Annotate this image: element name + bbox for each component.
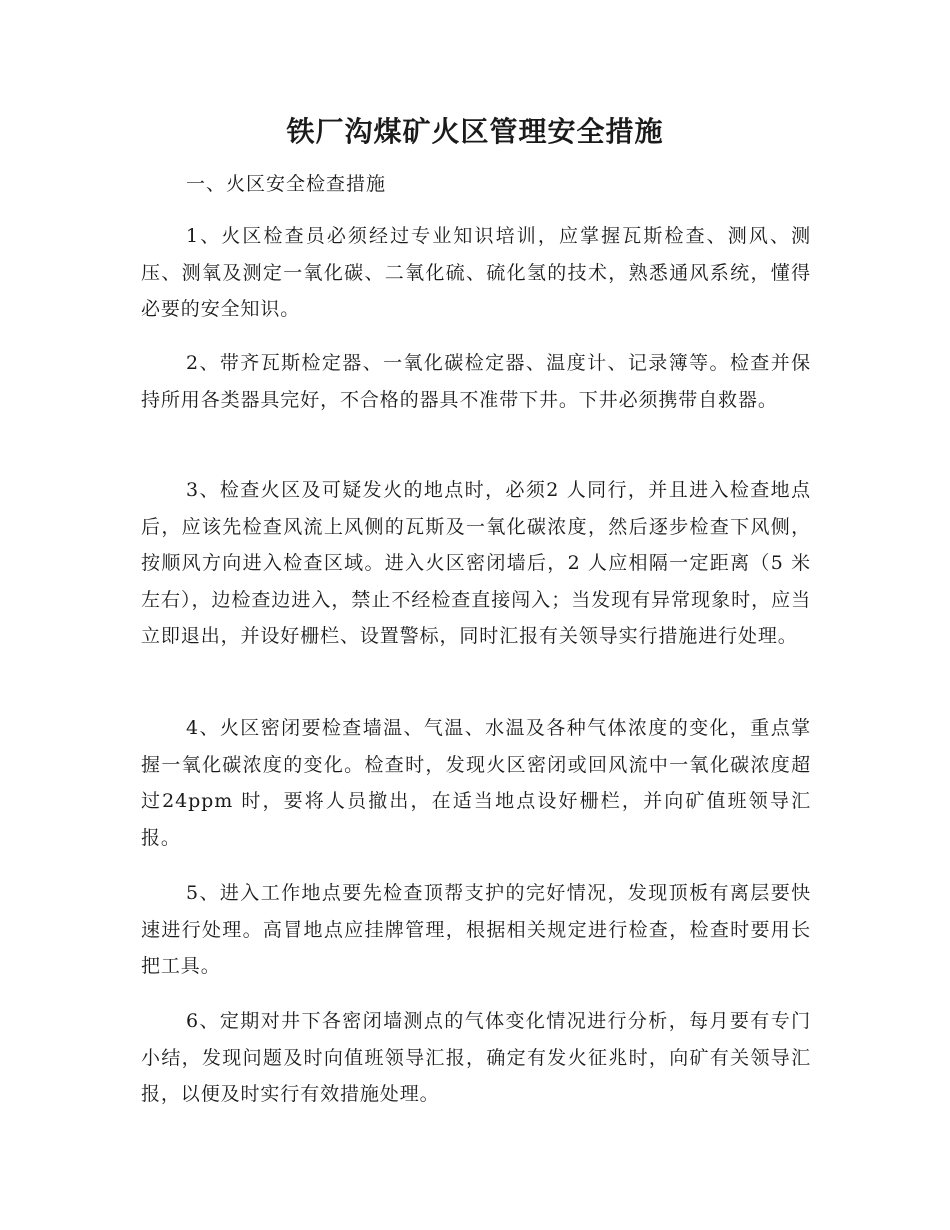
paragraph-3: 3、检查火区及可疑发火的地点时，必须2 人同行，并且进入检查地点后，应该先检查风流上风侧的瓦斯及一氧化碳浓度，然后逐步检查下风侧，按顺风方向进入检查区域。进入火区密闭墙后，2 人应相隔一定距离（5 米左右），边检查边进入，禁止不经检查直接闯入；当发现有异常现象时，应当立即退出，并设好栅栏、设置警标，同时汇报有关领导实行措施进行处理。 xyxy=(141,479,811,647)
paragraph-5: 5、进入工作地点要先检查顶帮支护的完好情况，发现顶板有离层要快速进行处理。高冒地点应挂牌管理，根据相关规定进行检查，检查时要用长把工具。 xyxy=(141,882,811,977)
paragraph-1: 1、火区检查员必须经过专业知识培训，应掌握瓦斯检查、测风、测压、测氧及测定一氧化碳、二氧化硫、硫化氢的技术，熟悉通风系统，懂得必要的安全知识。 xyxy=(141,225,811,320)
paragraph-4: 4、火区密闭要检查墙温、气温、水温及各种气体浓度的变化，重点掌握一氧化碳浓度的变化。检查时，发现火区密闭或回风流中一氧化碳浓度超过24ppm 时，要将人员撤出，在适当地点设好栅栏，并向矿值班领导汇报。 xyxy=(141,717,811,849)
section-heading: 一、火区安全检查措施 xyxy=(186,173,387,195)
paragraph-2: 2、带齐瓦斯检定器、一氧化碳检定器、温度计、记录簿等。检查并保持所用各类器具完好，不合格的器具不准带下井。下井必须携带自救器。 xyxy=(141,352,811,411)
document-title: 铁厂沟煤矿火区管理安全措施 xyxy=(286,115,664,148)
paragraph-6: 6、定期对井下各密闭墙测点的气体变化情况进行分析，每月要有专门小结，发现问题及时向值班领导汇报，确定有发火征兆时，向矿有关领导汇报，以便及时实行有效措施处理。 xyxy=(141,1010,811,1105)
